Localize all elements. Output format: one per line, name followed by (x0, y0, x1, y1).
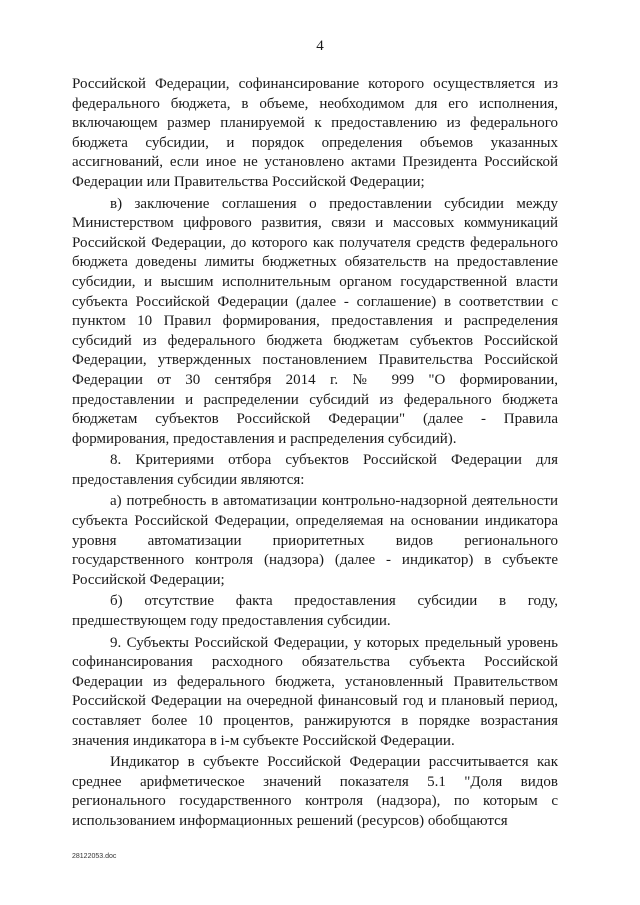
page-number: 4 (316, 38, 324, 54)
paragraph-8: 8. Критериями отбора субъектов Российской Федерации для предоставления субсидии являются: (72, 452, 558, 488)
paragraph-9: 9. Субъекты Российской Федерации, у которых предельный уровень софинансирования расходного обязательства субъекта Российской Федерации из федерального бюджета, установленный Правительством Российской Федерации на очередной финансовый год и плановый период, составляет более 10 процентов, ранжируются в порядке возрастания значения индикатора в i-м субъекте Российской Федерации. (72, 634, 558, 749)
paragraph-continuation: Российской Федерации, софинансирование которого осуществляется из федерального бюджета, в объеме, необходимом для его исполнения, включающем размер планируемой к предоставлению из федерального бюджета субсидии, и порядок определения объемов указанных ассигнований, если иное не установлено актами Президента Российской Федерации или Правительства Российской Федерации; (72, 76, 558, 190)
paragraph-indicator: Индикатор в субъекте Российской Федерации рассчитывается как среднее арифметическое значений показателя 5.1 "Доля видов регионального государственного контроля (надзора), по которым с использованием информационных решений (ресурсов) обобщаются (72, 754, 558, 829)
document-body (72, 75, 558, 834)
paragraph-item-b: б) отсутствие факта предоставления субсидии в году, предшествующем году предоставления субсидии. (72, 593, 558, 630)
paragraph-item-v: в) заключение соглашения о предоставлении субсидии между Министерством цифрового развития, связи и массовых коммуникаций Российской Федерации, до которого как получателя средств федерального бюджета доведены лимиты бюджетных обязательств на предоставление субсидии, и высшим исполнительным органом государственной власти субъекта Российской Федерации (далее - соглашение) в соответствии с пунктом 10 Правил формирования, предоставления и распределения субсидий из федерального бюджета бюджетам субъектов Российской Федерации, утвержденных постановлением Правительства Российской Федерации от 30 сентября 2014 г. № 999 "О формировании, предоставлении и распределении субсидий из федерального бюджета бюджетам субъектов Российской Федерации" (далее - Правила формирования, предоставления и распределения субсидий). (72, 195, 558, 447)
paragraph-item-a: а) потребность в автоматизации контрольно-надзорной деятельности субъекта Российской Федерации, определяемая на основании индикатора уровня автоматизации приоритетных видов регионального государственного контроля (надзора) (далее - индикатор) в субъекте Российской Федерации; (72, 493, 558, 588)
file-name-footer: 28122053.doc (72, 853, 117, 860)
